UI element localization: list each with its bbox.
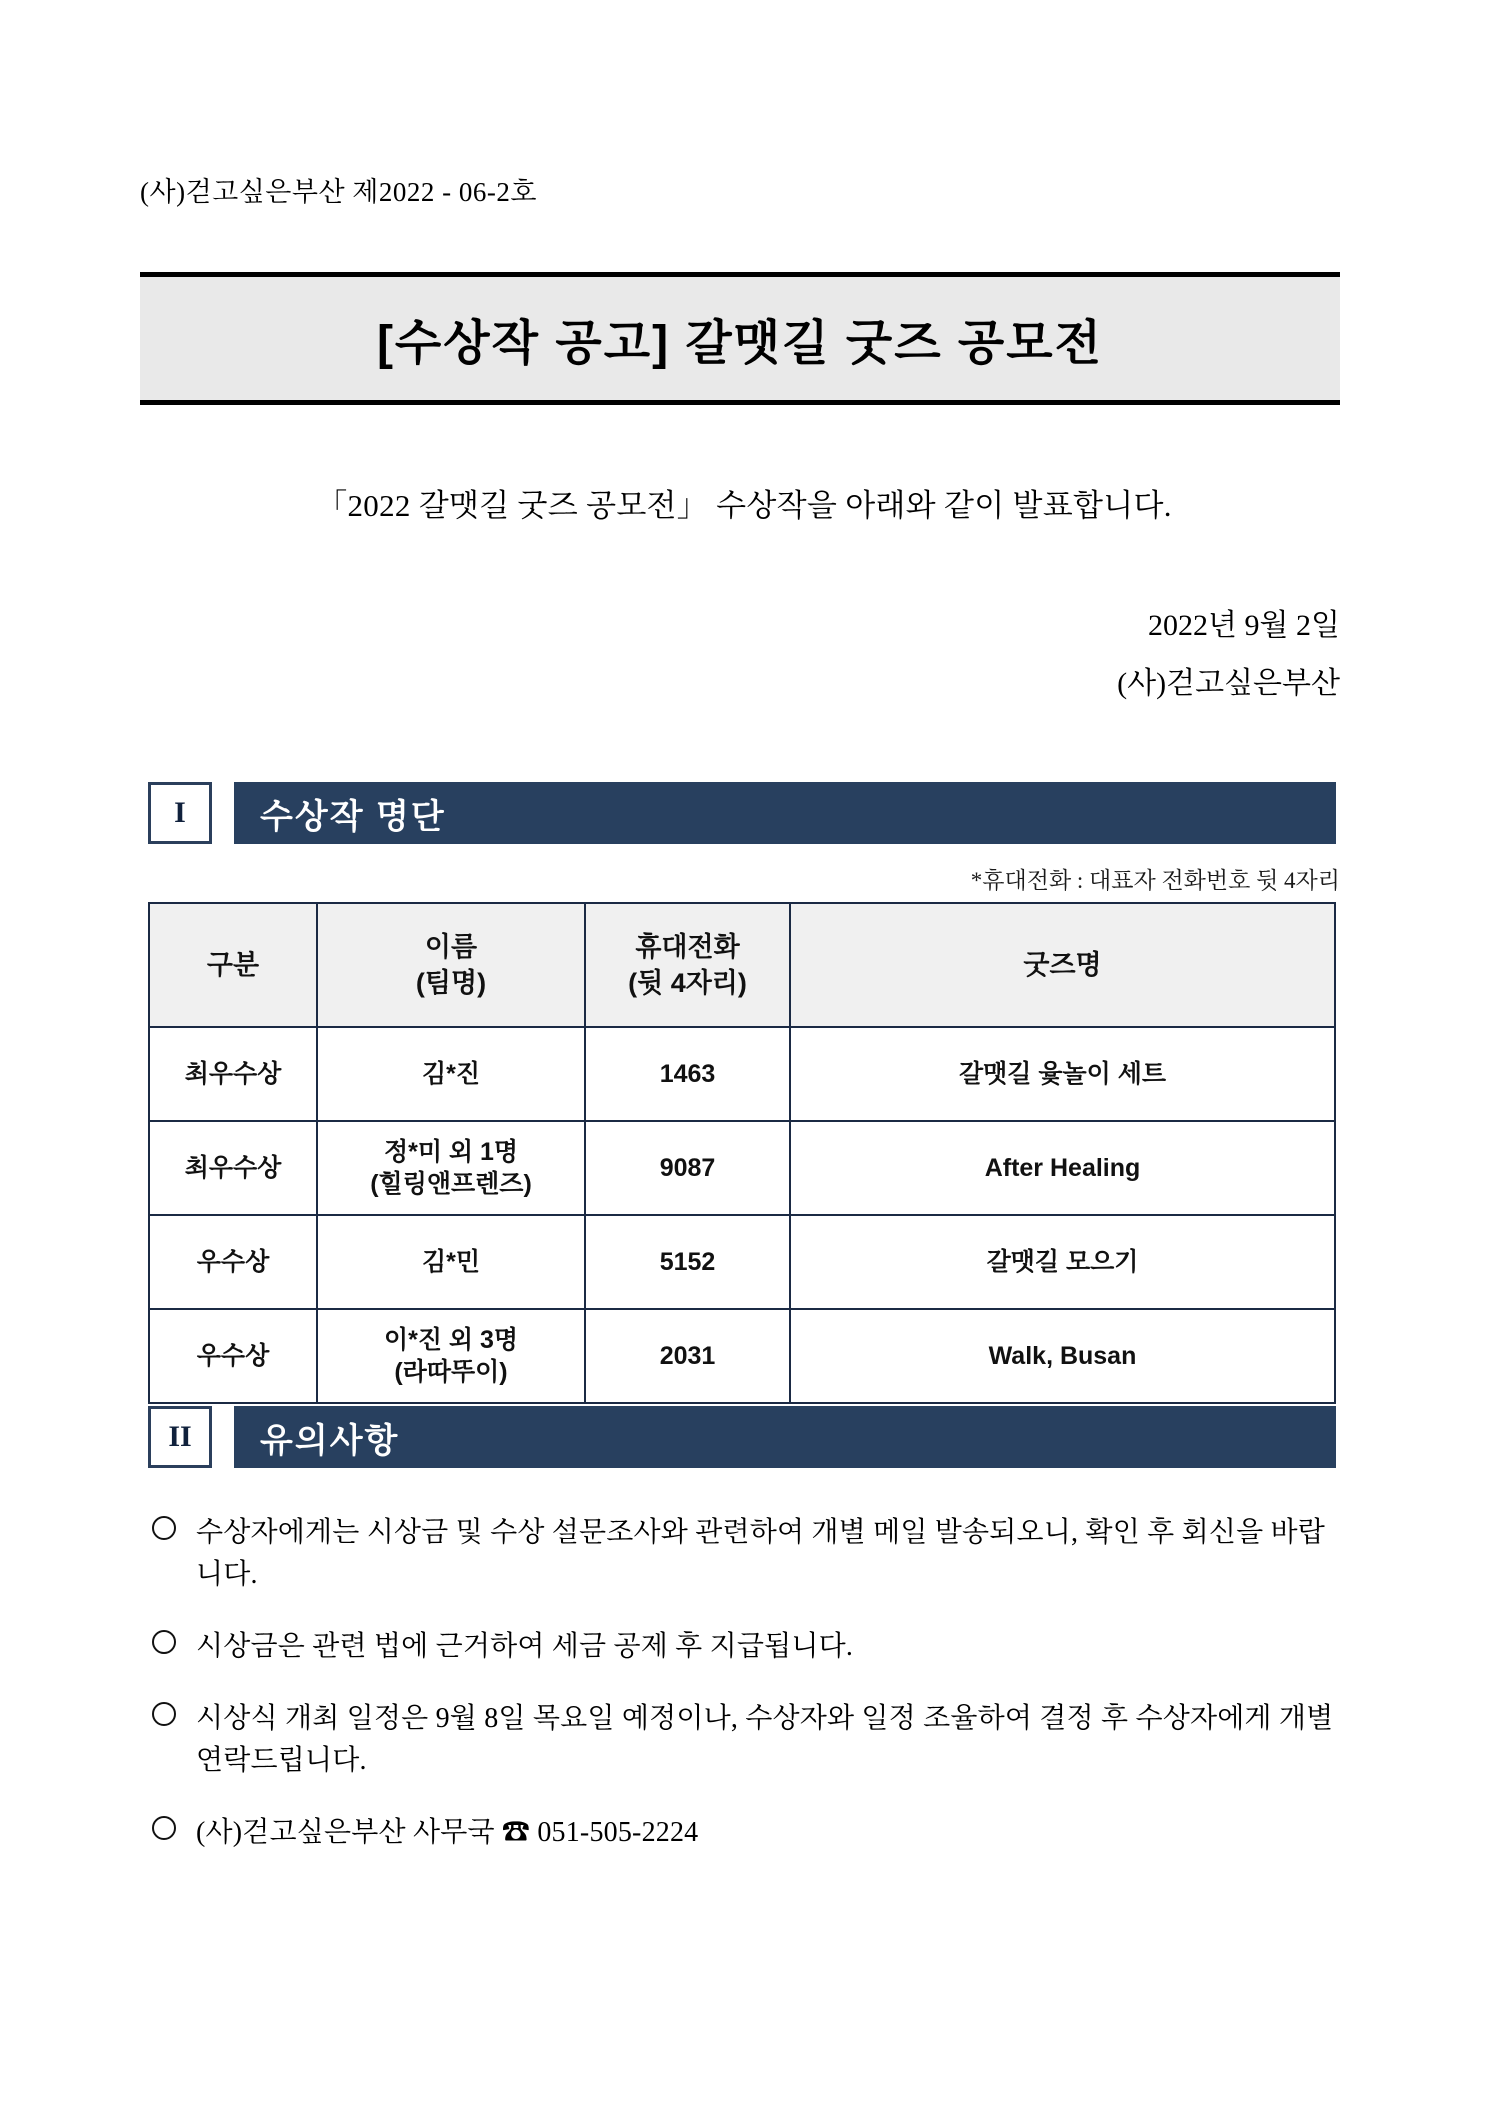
table-row (149, 1215, 1335, 1309)
list-item (148, 1698, 1338, 1782)
cell-category: 최우수상 (149, 1121, 317, 1215)
cell-name: 김*진 (317, 1027, 585, 1121)
list-item (148, 1512, 1338, 1596)
cell-phone: 1463 (585, 1027, 790, 1121)
list-item (148, 1812, 1338, 1854)
column-header-name: 이름 (팀명) (317, 903, 585, 1027)
document-number: (사)걷고싶은부산 제2022 - 06-2호 (140, 177, 537, 207)
cell-goods: 갈맷길 모으기 (790, 1215, 1335, 1309)
circle-bullet-icon (152, 1702, 176, 1726)
cell-phone: 2031 (585, 1309, 790, 1403)
section-header-award-list (148, 782, 1336, 844)
cell-goods: 갈맷길 윷놀이 세트 (790, 1027, 1335, 1121)
section-title-bar-2 (234, 1406, 1336, 1468)
column-header-goods: 굿즈명 (790, 903, 1335, 1027)
cell-name: 이*진 외 3명 (라따뚜이) (317, 1309, 585, 1403)
notice-text: (사)걷고싶은부산 사무국 ☎ 051-505-2224 (196, 1817, 699, 1848)
cell-phone: 9087 (585, 1121, 790, 1215)
notice-text: 시상금은 관련 법에 근거하여 세금 공제 후 지급됩니다. (196, 1631, 854, 1662)
notice-text: 시상식 개최 일정은 9월 8일 목요일 예정이나, 수상자와 일정 조율하여 결정 후 수상자에게 개별 연락드립니다. (196, 1703, 1334, 1776)
cell-name: 김*민 (317, 1215, 585, 1309)
section-header-notices (148, 1406, 1336, 1468)
section-numeral-2: II (148, 1406, 212, 1468)
section-numeral-1: I (148, 782, 212, 844)
document-title-block (140, 272, 1340, 405)
circle-bullet-icon (152, 1516, 176, 1540)
notice-text: 수상자에게는 시상금 및 수상 설문조사와 관련하여 개별 메일 발송되오니, 확인 후 회신을 바랍니다. (196, 1517, 1326, 1590)
section-title-bar-1 (234, 782, 1336, 844)
cell-phone: 5152 (585, 1215, 790, 1309)
cell-name: 정*미 외 1명 (힐링앤프렌즈) (317, 1121, 585, 1215)
page-title: [수상작 공고] 갈맷길 굿즈 공모전 (376, 317, 1104, 370)
issuing-organization: (사)걷고싶은부산 (1117, 667, 1340, 700)
cell-category: 우수상 (149, 1309, 317, 1403)
section-title-1: 수상작 명단 (260, 797, 446, 836)
section-title-2: 유의사항 (260, 1421, 400, 1460)
circle-bullet-icon (152, 1816, 176, 1840)
table-note: *휴대전화 : 대표자 전화번호 뒷 4자리 (970, 868, 1340, 893)
notice-list (148, 1512, 1338, 1884)
column-header-phone: 휴대전화 (뒷 4자리) (585, 903, 790, 1027)
column-header-category: 구분 (149, 903, 317, 1027)
intro-sentence: 「2022 갈맷길 굿즈 공모전」 수상작을 아래와 같이 발표합니다. (316, 488, 1172, 523)
table-row (149, 1027, 1335, 1121)
circle-bullet-icon (152, 1630, 176, 1654)
list-item (148, 1626, 1338, 1668)
table-header-row (149, 903, 1335, 1027)
cell-goods: After Healing (790, 1121, 1335, 1215)
cell-goods: Walk, Busan (790, 1309, 1335, 1403)
table-row (149, 1121, 1335, 1215)
cell-category: 최우수상 (149, 1027, 317, 1121)
award-table (148, 902, 1336, 1404)
table-row (149, 1309, 1335, 1403)
issue-date: 2022년 9월 2일 (1148, 609, 1340, 642)
cell-category: 우수상 (149, 1215, 317, 1309)
